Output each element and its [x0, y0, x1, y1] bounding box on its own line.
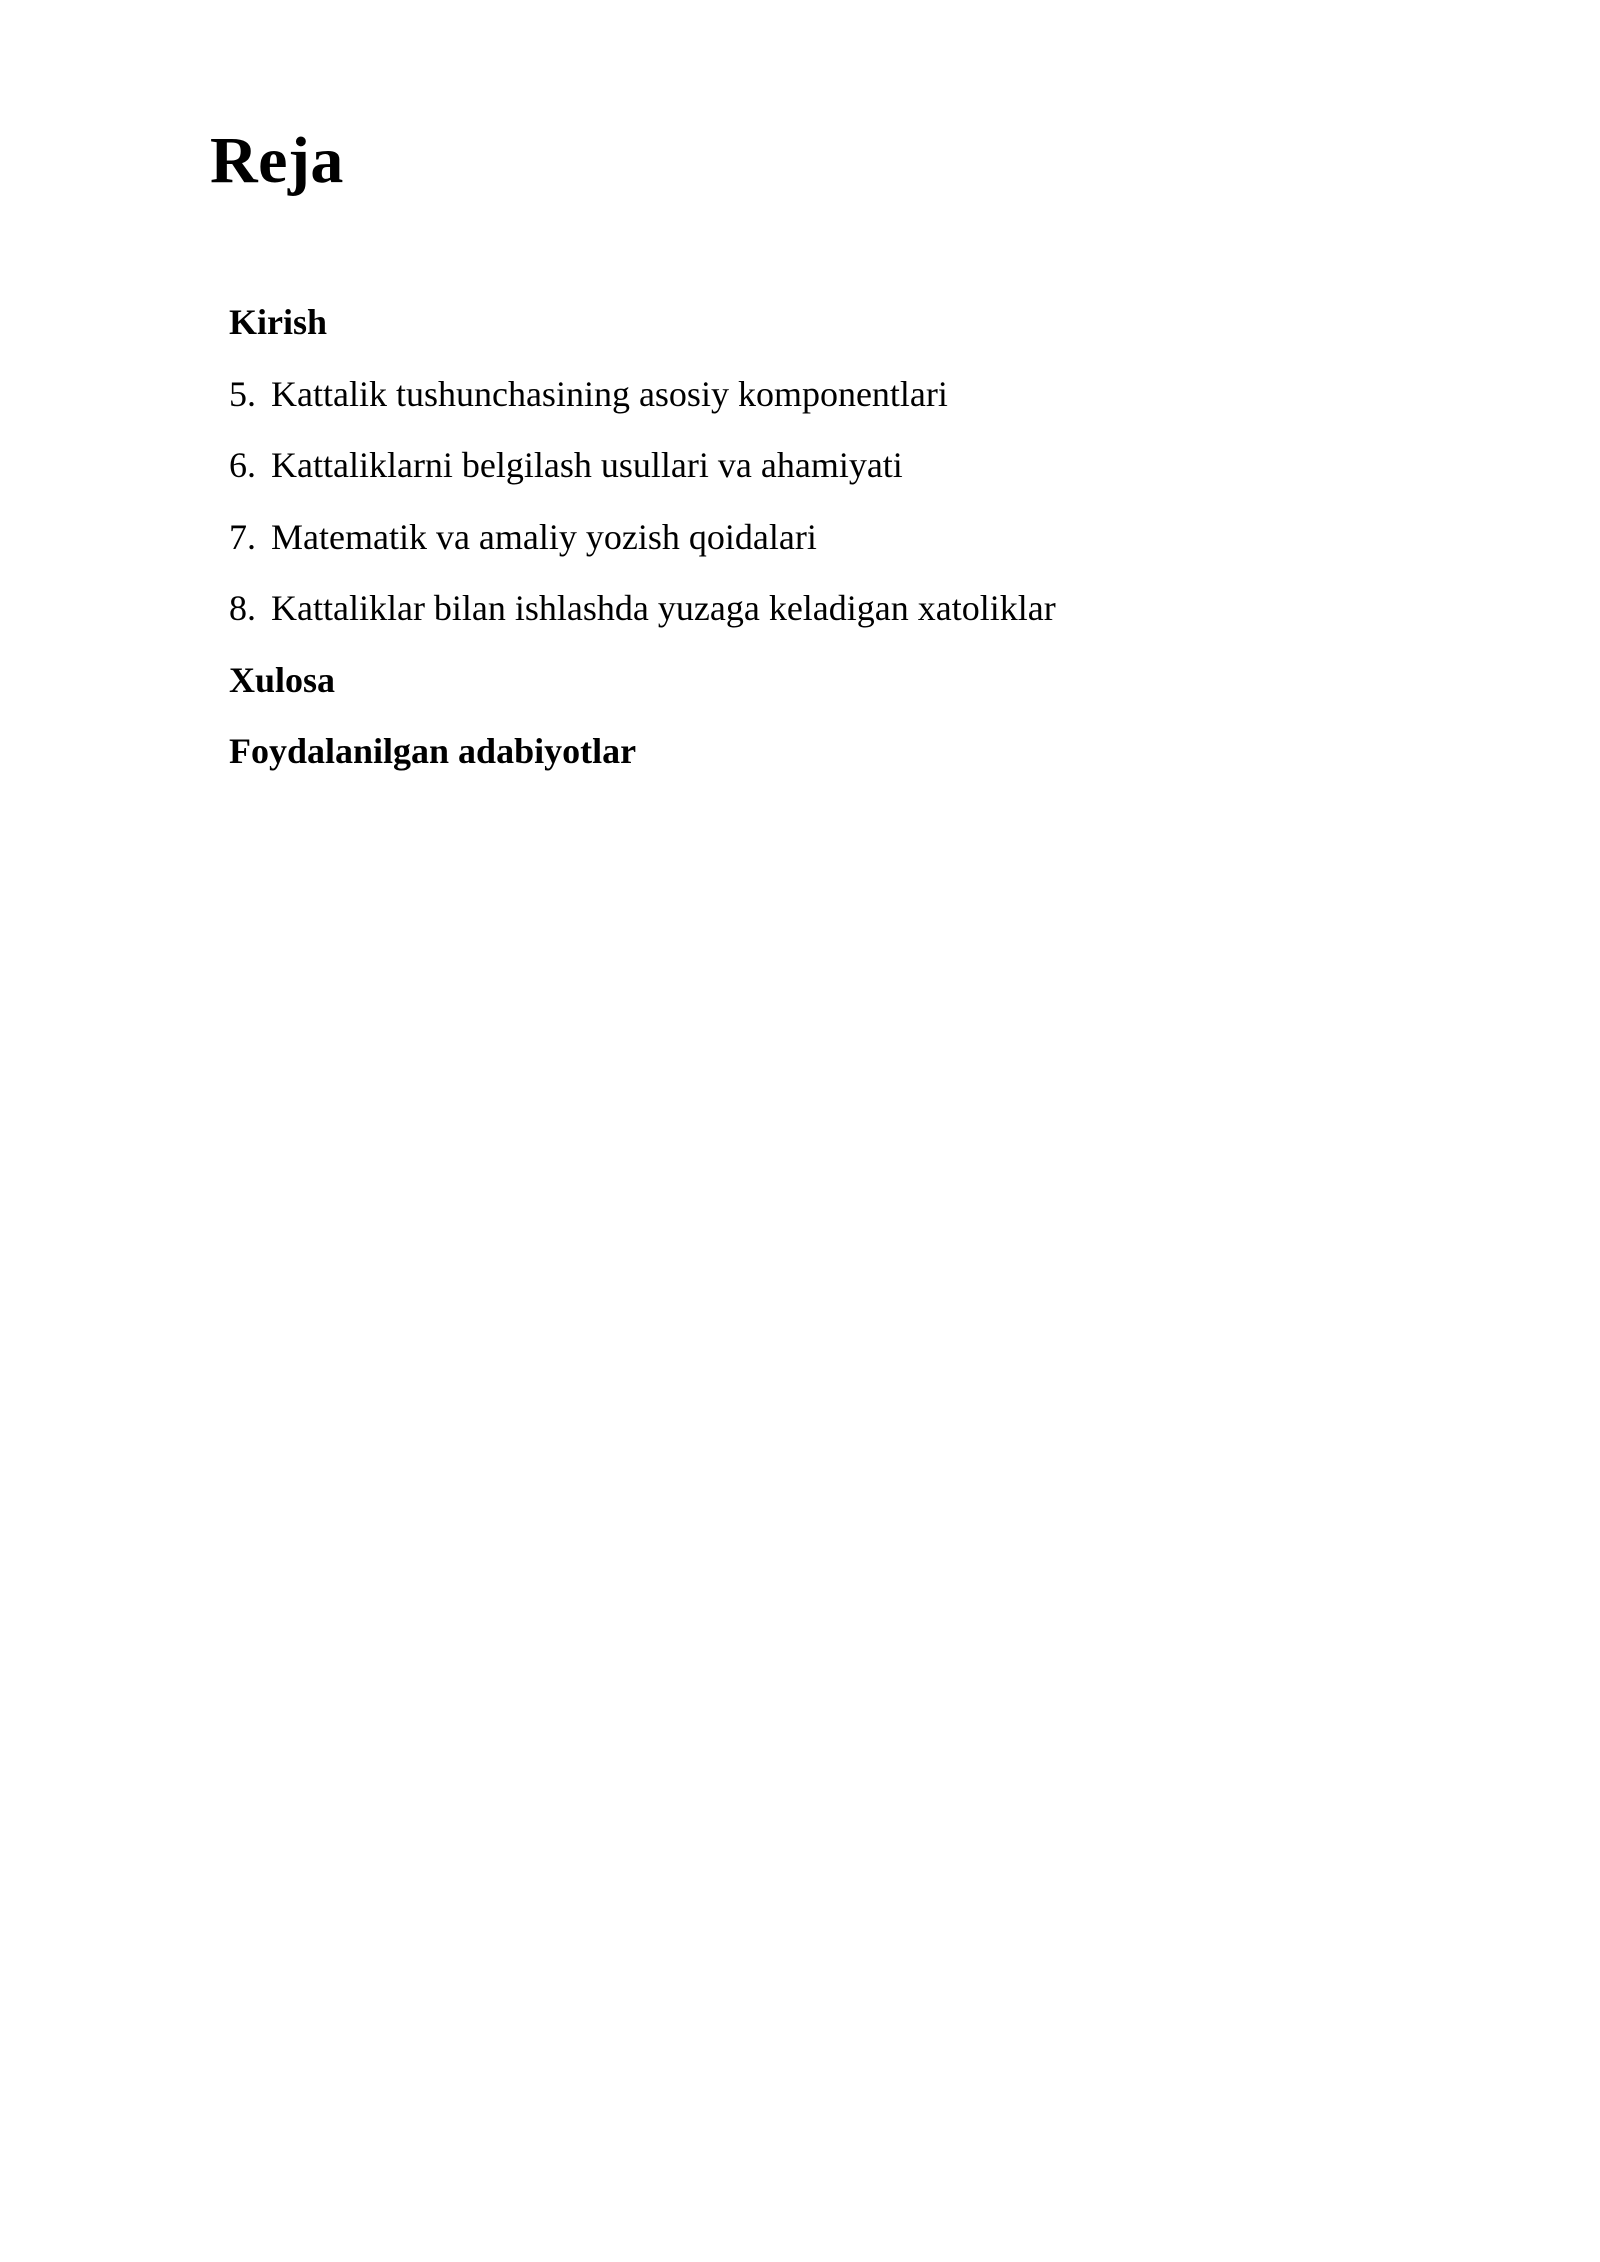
plan-item-conclusion: Xulosa: [229, 659, 336, 700]
page-title: Reja: [210, 124, 344, 197]
plan-item-text: Kattaliklar bilan ishlashda yuzaga keladigan xatoliklar: [271, 588, 1056, 628]
plan-item-number: 7.: [229, 516, 256, 557]
plan-item-text: Kattalik tushunchasining asosiy komponentlari: [271, 373, 948, 414]
plan-item: [229, 370, 1056, 442]
plan-item-text: Kattaliklarni belgilash usullari va ahamiyati: [271, 445, 903, 485]
plan-item: [229, 441, 1056, 513]
plan-item-text: Matematik va amaliy yozish qoidalari: [271, 516, 817, 557]
plan-item-number: 6.: [229, 445, 256, 485]
plan-item-number: 8.: [229, 588, 256, 628]
plan-item-references: Foydalanilgan adabiyotlar: [229, 731, 637, 771]
plan-list: [229, 298, 1056, 799]
plan-item-intro: Kirish: [229, 302, 328, 342]
plan-item-number: 5.: [229, 373, 256, 414]
plan-item: [229, 584, 1056, 656]
plan-item: [229, 513, 1056, 585]
